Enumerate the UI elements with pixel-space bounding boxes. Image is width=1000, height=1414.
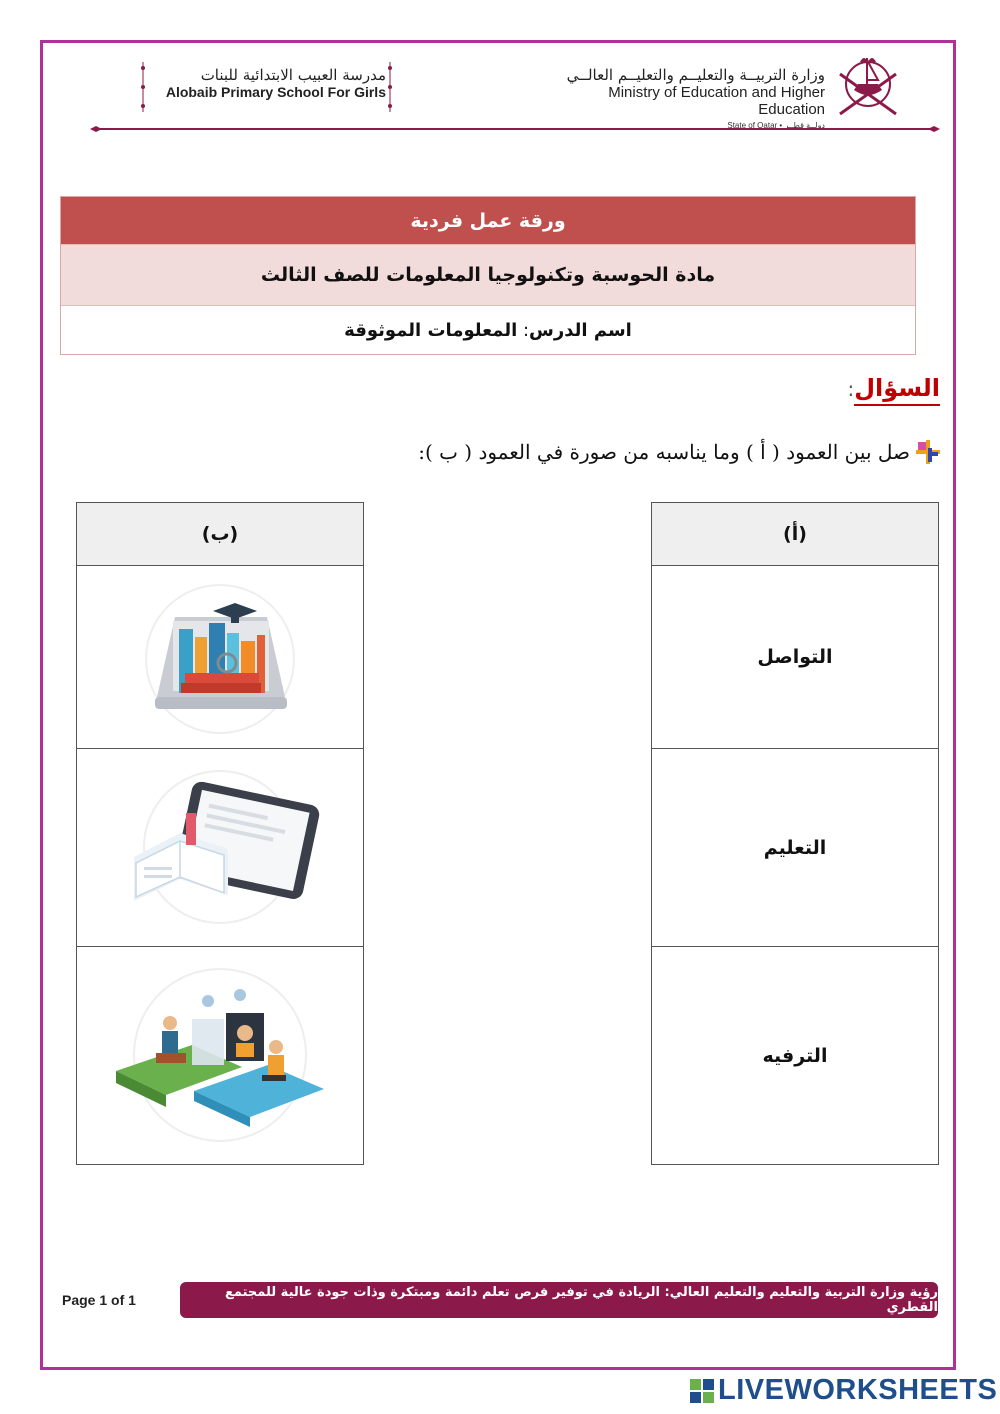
column-a-cell[interactable] xyxy=(652,749,939,947)
page-number: Page 1 of 1 xyxy=(62,1292,136,1308)
lesson-separator: : xyxy=(517,319,530,341)
column-b-cell[interactable] xyxy=(77,566,364,749)
word-education: التعليم xyxy=(763,836,827,859)
header-rule xyxy=(90,126,940,132)
column-a-table xyxy=(651,502,939,1165)
liveworksheets-logo-icon xyxy=(690,1379,714,1403)
school-name-ar: مدرسة العبيب الابتدائية للبنات xyxy=(200,66,386,84)
column-a-cell[interactable] xyxy=(652,947,939,1165)
question-colon: : xyxy=(847,377,855,401)
ministry-name-ar: وزارة التربيــة والتعليــم والتعليــم العالــي xyxy=(566,66,825,84)
liveworksheets-brand: LIVEWORKSHEETS xyxy=(718,1374,998,1406)
column-b-cell[interactable] xyxy=(77,947,364,1165)
instruction-line xyxy=(418,440,940,464)
tablet-book-icon xyxy=(120,763,320,933)
school-name xyxy=(150,66,386,100)
column-b-table xyxy=(76,502,364,1165)
video-call-icon xyxy=(110,961,330,1151)
subject-title: مادة الحوسبة وتكنولوجيا المعلومات للصف الثالث xyxy=(61,244,915,305)
column-a-header: (أ) xyxy=(652,503,939,566)
lesson-title xyxy=(61,305,915,354)
lesson-label: اسم الدرس xyxy=(529,319,632,341)
instruction-text: صل بين العمود ( أ ) وما يناسبه من صورة في العمود ( ب ): xyxy=(418,440,910,464)
column-a-cell[interactable] xyxy=(652,566,939,749)
qatar-emblem-icon xyxy=(834,44,902,122)
lesson-name: المعلومات الموثوقة xyxy=(344,319,518,341)
liveworksheets-watermark xyxy=(690,1374,997,1407)
word-communication: التواصل xyxy=(757,646,833,668)
word-entertainment: الترفيه xyxy=(762,1044,828,1067)
question-label: السؤال xyxy=(854,374,940,406)
ministry-name xyxy=(540,66,825,130)
header-divider-right xyxy=(387,62,393,112)
question-heading xyxy=(847,374,940,402)
column-b-header: (ب) xyxy=(77,503,364,566)
worksheet-type: ورقة عمل فردية xyxy=(61,197,915,244)
state-of-qatar: State of Qatar • دولــة قطــر xyxy=(727,121,825,130)
header-divider-left xyxy=(140,62,146,112)
star-bullet-icon xyxy=(916,440,940,464)
ministry-vision-banner: رؤية وزارة التربية والتعليم والتعليم العالي: الريادة في توفير فرص تعلم دائمة ومبتكرة وذات جودة عالية للمجتمع القطري xyxy=(180,1282,938,1318)
worksheet-title-table xyxy=(60,196,916,355)
school-name-en: Alobaib Primary School For Girls xyxy=(165,84,386,100)
column-b-cell[interactable] xyxy=(77,749,364,947)
ministry-name-en: Ministry of Education and Higher Education xyxy=(608,84,825,118)
books-laptop-icon xyxy=(135,577,305,737)
